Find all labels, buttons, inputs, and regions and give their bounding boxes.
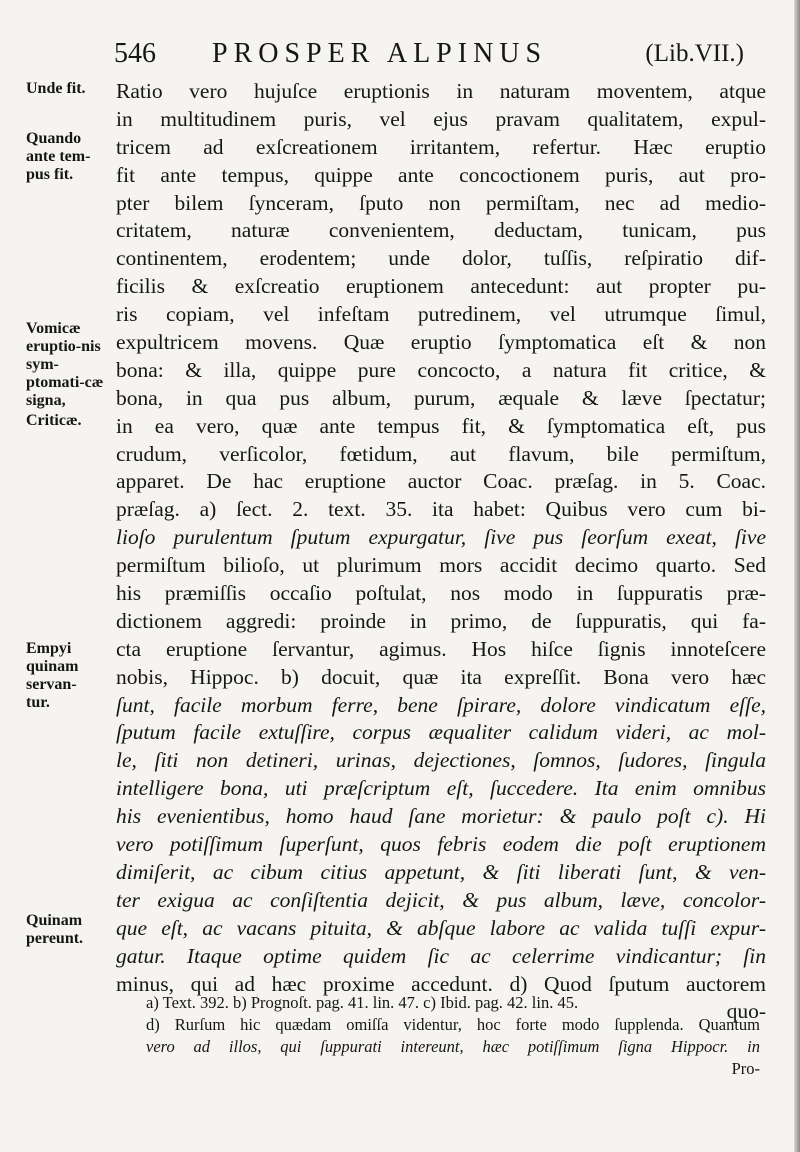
text-line: præſag. a) ſect. 2. text. 35. ita habet: Quibus vero cum bi- xyxy=(116,497,766,522)
text-line: lioſo purulentum ſputum expurgatur, ſive pus ſeorſum exeat, ſive xyxy=(116,525,766,550)
footnote-line: d) Rurſum hic quædam omiſſa videntur, hoc forte modo ſupplenda. Quantum xyxy=(146,1015,760,1034)
text-line: his evenientibus, homo haud ſane morietur: & paulo poſt c). Hi xyxy=(116,804,766,829)
text-line: expultricem movens. Quæ eruptio ſymptomatica eſt & non xyxy=(116,330,766,355)
text-line: cta eruptione ſervantur, agimus. Hos hiſce ſignis innoteſcere xyxy=(116,636,766,661)
text-line: permiſtum bilioſo, ut plurimum mors accidit decimo quarto. Sed xyxy=(116,553,766,578)
body-text xyxy=(116,78,766,1026)
text-line: minus, qui ad hæc proxime accedunt. d) Quod ſputum auctorem xyxy=(116,971,766,996)
text-line: continentem, erodentem; unde dolor, tuſſis, reſpiratio dif- xyxy=(116,246,766,271)
text-line: bona: & illa, quippe pure concocto, a natura fit critice, & xyxy=(116,357,766,382)
margin-note: Vomicæ eruptio-nis sym-ptomati-cæ signa, xyxy=(26,320,104,409)
text-line: pter bilem ſynceram, ſputo non permiſtam, nec ad medio- xyxy=(116,190,766,215)
text-line: le, ſiti non detineri, urinas, dejectiones, ſomnos, ſudores, ſingula xyxy=(116,748,766,773)
text-line: dimiſerit, ac cibum citius appetunt, & ſiti liberati ſunt, & ven- xyxy=(116,859,766,884)
text-line: ficilis & exſcreatio eruptionem antecedunt: aut propter pu- xyxy=(116,274,766,299)
footnote-line: a) Text. 392. b) Prognoſt. pag. 41. lin. 47. c) Ibid. pag. 42. lin. 45. xyxy=(146,993,579,1012)
text-line: nobis, Hippoc. b) docuit, quæ ita expreſſit. Bona vero hæc xyxy=(116,664,766,689)
text-line: crudum, verſicolor, fœtidum, aut flavum, bile permiſtum, xyxy=(116,441,766,466)
text-line: ſunt, facile morbum ferre, bene ſpirare, dolore vindicatum eſſe, xyxy=(116,692,766,717)
page-number: 546 xyxy=(114,38,156,69)
running-header xyxy=(114,38,744,78)
text-line: Ratio vero hujuſce eruptionis in naturam moventem, atque xyxy=(116,79,766,103)
running-title: PROSPER ALPINUS xyxy=(212,38,548,69)
text-line: apparet. De hac eruptione auctor Coac. præſag. in 5. Coac. xyxy=(116,469,766,494)
text-line: in ea vero, quæ ante tempus fit, & ſymptomatica eſt, pus xyxy=(116,413,766,438)
footnote-line: vero ad illos, qui ſuppurati intereunt, hæc potiſſimum ſigna Hippocr. in xyxy=(146,1037,760,1056)
text-line: ter exigua ac conſiſtentia dejicit, & pus album, læve, concolor- xyxy=(116,887,766,912)
text-line: que eſt, ac vacans pituita, & abſque labore ac valida tuſſi expur- xyxy=(116,915,766,940)
text-line: gatur. Itaque optime quidem ſic ac celerrime vindicantur; ſin xyxy=(116,943,766,968)
text-line: dictionem aggredi: proinde in primo, de ſuppuratis, qui fa- xyxy=(116,608,766,633)
text-line: in multitudinem puris, vel ejus pravam qualitatem, expul- xyxy=(116,106,766,131)
text-line: ſputum facile extuſſire, corpus æqualiter calidum videri, ac mol- xyxy=(116,720,766,745)
margin-note: Empyi quinam servan-tur. xyxy=(26,640,79,711)
text-line: bona, in qua pus album, purum, æquale & læve ſpectatur; xyxy=(116,385,766,410)
text-line: tricem ad exſcreationem irritantem, refertur. Hæc eruptio xyxy=(116,134,766,159)
text-line: vero potiſſimum ſuperſunt, quos febris eodem die poſt eruptionem xyxy=(116,832,766,857)
margin-note: Criticæ. xyxy=(26,412,82,429)
book-number: (Lib.VII.) xyxy=(645,40,744,67)
text-line: critatem, naturæ convenientem, deductam, tunicam, pus xyxy=(116,218,766,243)
text-line: ris copiam, vel infeſtam putredinem, vel utrumque ſimul, xyxy=(116,302,766,327)
text-line: intelligere bona, uti præſcriptum eſt, ſuccedere. Ita enim omnibus xyxy=(116,776,766,801)
text-line: fit ante tempus, quippe ante concoctionem puris, aut pro- xyxy=(116,162,766,187)
footnote-catchword: Pro- xyxy=(731,1059,760,1078)
catchword: quo- xyxy=(726,999,766,1024)
margin-note: Quando ante tem-pus fit. xyxy=(26,130,91,183)
footnotes xyxy=(146,992,760,1080)
margin-note: Quinam pereunt. xyxy=(26,912,84,947)
text-line: his præmiſſis occaſio poſtulat, nos modo in ſuppuratis præ- xyxy=(116,581,766,606)
margin-note: Unde fit. xyxy=(26,80,86,97)
